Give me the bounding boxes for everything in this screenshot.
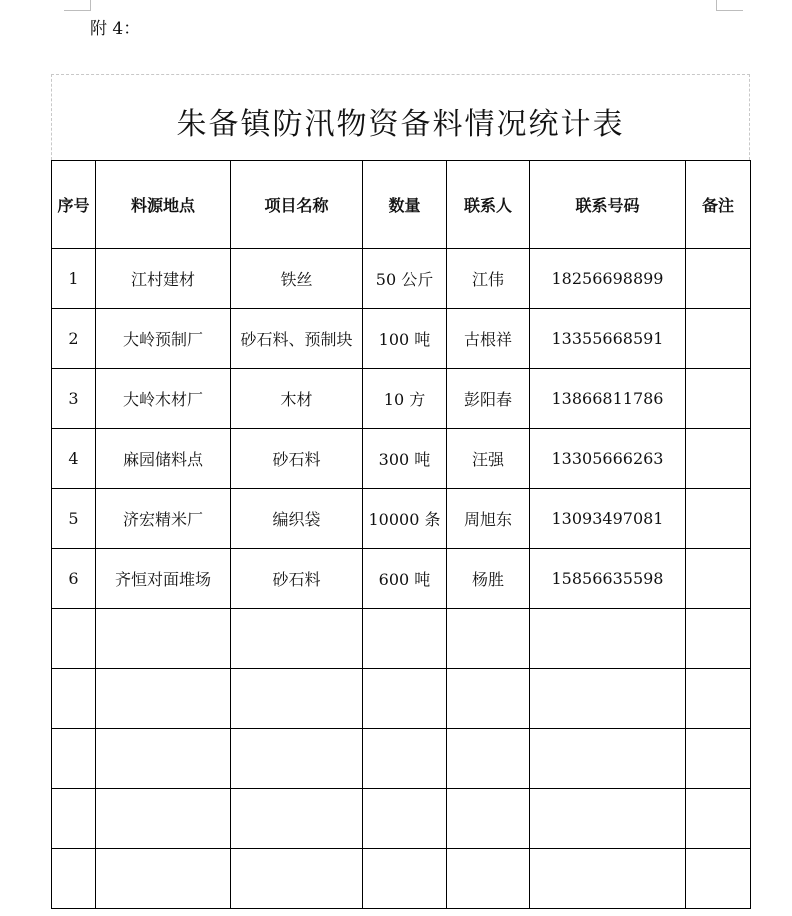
table-cell	[686, 489, 751, 549]
empty-table-row	[52, 849, 751, 909]
table-cell: 杨胜	[447, 549, 530, 609]
table-header-row	[52, 161, 751, 249]
table-cell: 彭阳春	[447, 369, 530, 429]
table-cell: 济宏精米厂	[96, 489, 231, 549]
table-cell: 600 吨	[363, 549, 447, 609]
empty-cell	[530, 729, 686, 789]
empty-cell	[363, 729, 447, 789]
table-row	[52, 369, 751, 429]
table-cell: 2	[52, 309, 96, 369]
empty-cell	[530, 609, 686, 669]
empty-cell	[447, 669, 530, 729]
empty-table-row	[52, 789, 751, 849]
table-cell: 麻园储料点	[96, 429, 231, 489]
empty-cell	[363, 789, 447, 849]
empty-cell	[52, 609, 96, 669]
empty-cell	[96, 729, 231, 789]
empty-cell	[231, 849, 363, 909]
table-cell: 砂石料、预制块	[231, 309, 363, 369]
header-cell: 联系号码	[530, 161, 686, 249]
table-cell: 1	[52, 249, 96, 309]
empty-cell	[686, 609, 751, 669]
empty-cell	[686, 849, 751, 909]
table-cell: 10000 条	[363, 489, 447, 549]
header-cell: 联系人	[447, 161, 530, 249]
table-cell: 砂石料	[231, 429, 363, 489]
empty-table-row	[52, 609, 751, 669]
header-cell: 序号	[52, 161, 96, 249]
page-corner-mark-right	[716, 0, 743, 11]
empty-cell	[52, 849, 96, 909]
empty-cell	[530, 789, 686, 849]
title-area	[51, 74, 750, 160]
table-cell: 50 公斤	[363, 249, 447, 309]
empty-cell	[96, 609, 231, 669]
empty-cell	[530, 849, 686, 909]
empty-cell	[363, 849, 447, 909]
table-cell: 3	[52, 369, 96, 429]
header-cell: 备注	[686, 161, 751, 249]
table-cell: 砂石料	[231, 549, 363, 609]
table-cell: 齐恒对面堆场	[96, 549, 231, 609]
empty-cell	[52, 729, 96, 789]
empty-cell	[447, 849, 530, 909]
table-cell: 周旭东	[447, 489, 530, 549]
document-title: 朱备镇防汛物资备料情况统计表	[176, 107, 625, 142]
table-row	[52, 549, 751, 609]
empty-cell	[231, 789, 363, 849]
table-cell: 15856635598	[530, 549, 686, 609]
empty-cell	[52, 669, 96, 729]
table-cell	[686, 549, 751, 609]
table-cell: 13355668591	[530, 309, 686, 369]
empty-table-row	[52, 669, 751, 729]
empty-table-row	[52, 729, 751, 789]
table-cell: 4	[52, 429, 96, 489]
empty-cell	[96, 669, 231, 729]
table-cell: 300 吨	[363, 429, 447, 489]
empty-cell	[530, 669, 686, 729]
empty-cell	[447, 729, 530, 789]
materials-table	[51, 160, 751, 909]
table-cell: 江村建材	[96, 249, 231, 309]
table-cell: 13305666263	[530, 429, 686, 489]
empty-cell	[447, 609, 530, 669]
table-cell: 木材	[231, 369, 363, 429]
page-corner-mark-left	[64, 0, 91, 11]
table-cell: 13093497081	[530, 489, 686, 549]
empty-cell	[447, 789, 530, 849]
table-cell: 18256698899	[530, 249, 686, 309]
table-row	[52, 429, 751, 489]
table-cell	[686, 249, 751, 309]
empty-cell	[231, 609, 363, 669]
empty-cell	[96, 789, 231, 849]
table-cell: 5	[52, 489, 96, 549]
table-cell: 汪强	[447, 429, 530, 489]
empty-cell	[363, 609, 447, 669]
table-cell	[686, 309, 751, 369]
header-cell: 项目名称	[231, 161, 363, 249]
table-cell: 大岭木材厂	[96, 369, 231, 429]
empty-cell	[96, 849, 231, 909]
table-cell: 100 吨	[363, 309, 447, 369]
table-cell: 古根祥	[447, 309, 530, 369]
table-row	[52, 309, 751, 369]
attachment-label: 附 4：	[90, 19, 141, 39]
empty-cell	[52, 789, 96, 849]
table-row	[52, 489, 751, 549]
table-cell	[686, 429, 751, 489]
empty-cell	[231, 729, 363, 789]
empty-cell	[686, 669, 751, 729]
table-cell: 江伟	[447, 249, 530, 309]
empty-cell	[686, 729, 751, 789]
table-cell: 10 方	[363, 369, 447, 429]
empty-cell	[686, 789, 751, 849]
table-cell: 编织袋	[231, 489, 363, 549]
header-cell: 料源地点	[96, 161, 231, 249]
empty-cell	[231, 669, 363, 729]
table-cell	[686, 369, 751, 429]
table-row	[52, 249, 751, 309]
empty-cell	[363, 669, 447, 729]
table-cell: 铁丝	[231, 249, 363, 309]
table-cell: 大岭预制厂	[96, 309, 231, 369]
table-cell: 13866811786	[530, 369, 686, 429]
header-cell: 数量	[363, 161, 447, 249]
table-cell: 6	[52, 549, 96, 609]
